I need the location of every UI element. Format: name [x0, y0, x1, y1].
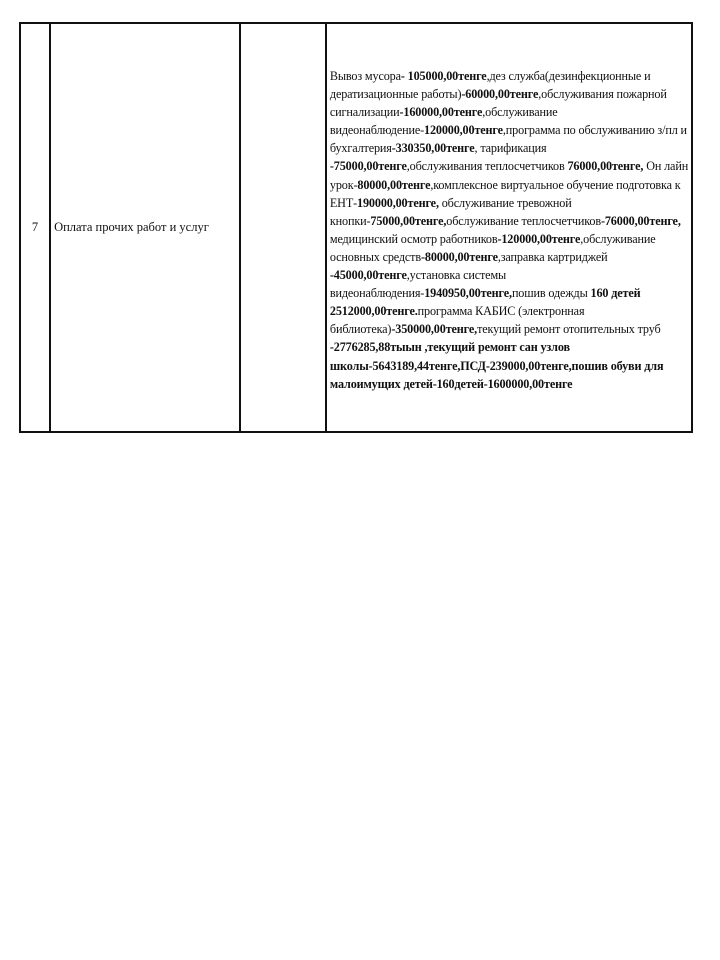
description-segment: -160000,00тенге [399, 105, 483, 120]
empty-cell [240, 23, 326, 432]
description-segment: -45000,00тенге [329, 268, 407, 283]
description-segment: медицинский осмотр работников [329, 231, 498, 246]
expense-description-cell [326, 23, 692, 432]
description-segment: 1940950,00тенге, [424, 286, 512, 301]
description-segment: текущий ремонт отопительных труб [477, 322, 661, 337]
description-segment: ,обслуживание основных средств [329, 231, 656, 264]
description-segment: пошив одежды [511, 286, 591, 301]
description-segment: 76000,00тенге, [567, 159, 644, 174]
description-segment: -80000,00тенге [420, 249, 498, 264]
description-segment: ,дез служба(дезинфекционные и дератизационные работы) [329, 69, 651, 102]
description-segment: -2776285,88тыын ,текущий ремонт сан узлов школы-5643189,44тенге,ПСД-239000,00тенге,пошив обуви для малоимущих детей-160детей-1600000,00тенге [329, 340, 664, 391]
description-segment: 160 детей 2512000,00тенге. [329, 286, 641, 319]
description-segment: ,обслуживание видеонаблюдение- [329, 105, 558, 138]
expense-name-cell: Оплата прочих работ и услуг [50, 23, 240, 432]
description-segment: 80000,00тенге [357, 177, 431, 192]
table-row [20, 23, 692, 432]
description-segment: ,комплексное виртуальное обучение подготовка к ЕНТ- [329, 177, 681, 210]
description-segment: -330350,00тенге [391, 141, 475, 156]
description-segment: ,обслуживания пожарной сигнализации [329, 87, 667, 120]
description-segment: -350000,00тенге, [391, 322, 478, 337]
description-segment: ,обслуживания теплосчетчиков [406, 159, 568, 174]
description-segment: -120000,00тенге [497, 231, 581, 246]
description-segment: -75000,00тенге [329, 159, 407, 174]
description-segment: обслуживание тревожной кнопки- [329, 195, 572, 228]
expense-table [19, 22, 693, 433]
row-number-cell: 7 [20, 23, 50, 432]
description-segment: ,программа по обслуживанию з/пл и бухгалтерия [329, 123, 687, 156]
description-segment: , тарификация [474, 141, 547, 156]
description-segment: - 105000,00тенге [400, 69, 487, 83]
description-segment: Он лайн урок- [329, 159, 689, 192]
description-segment: программа КАБИС (электронная библиотека) [329, 304, 585, 337]
description-segment: 120000,00тенге [424, 123, 503, 138]
description-segment: Вывоз мусора [329, 69, 401, 83]
description-segment: 75000,00тенге, [370, 213, 447, 228]
description-segment: обслуживание теплосчетчиков [446, 213, 601, 228]
description-segment: ,установка системы видеонаблюдения- [329, 268, 507, 301]
description-segment: -76000,00тенге, [600, 213, 681, 228]
description-segment: 190000,00тенге, [357, 195, 439, 210]
description-segment: ,заправка картриджей [497, 249, 608, 264]
description-segment: -60000,00тенге [461, 87, 539, 102]
